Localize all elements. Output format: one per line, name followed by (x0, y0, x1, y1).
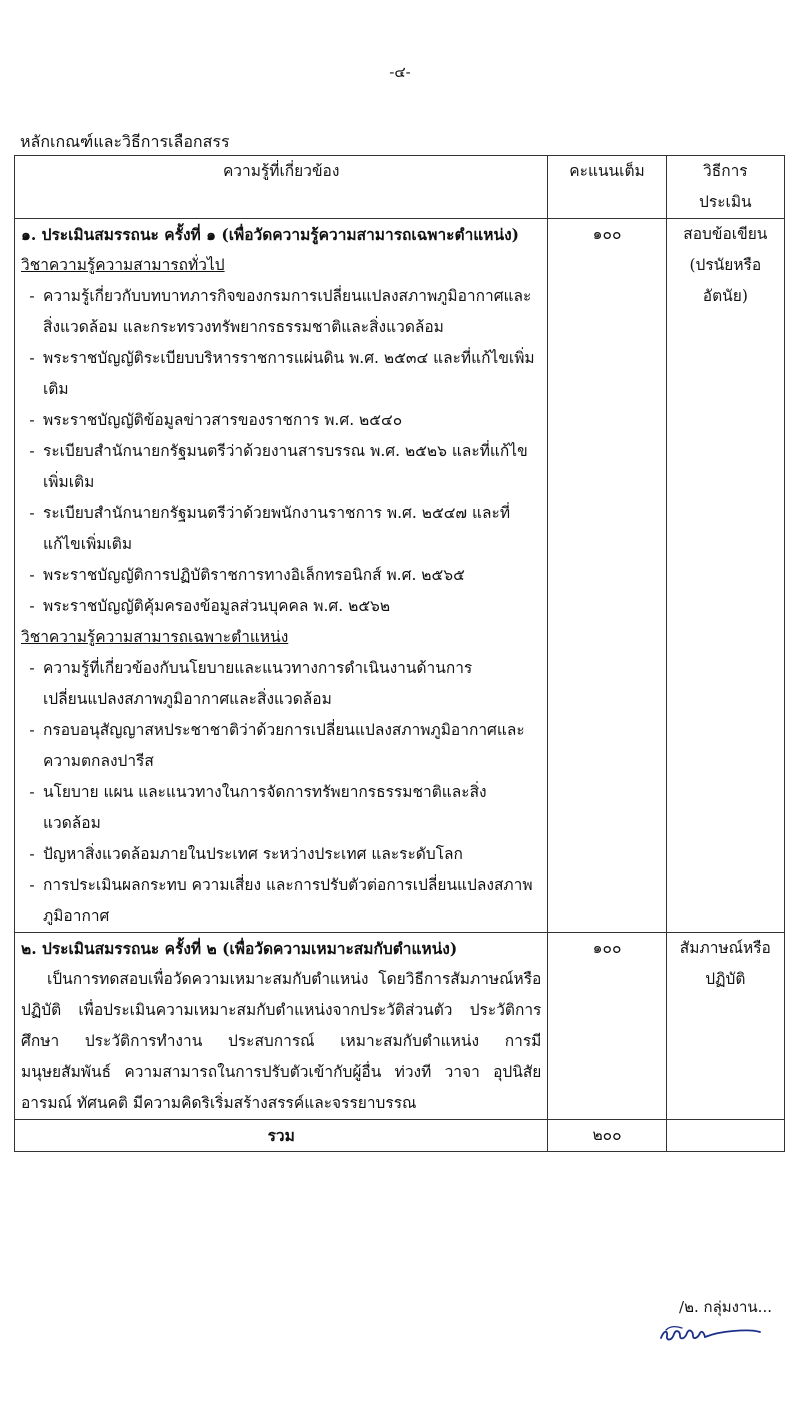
row2-title: ๒. ประเมินสมรรถนะ ครั้งที่ ๒ (เพื่อวัดความเหมาะสมกับตำแหน่ง) (21, 939, 458, 958)
total-score: ๒๐๐ (548, 1120, 666, 1152)
list-item: - พระราชบัญญัติระเบียบบริหารราชการแผ่นดิน พ.ศ. ๒๕๓๔ และที่แก้ไขเพิ่มเติม (21, 343, 541, 405)
row2-description: เป็นการทดสอบเพื่อวัดความเหมาะสมกับตำแหน่ง โดยวิธีการสัมภาษณ์หรือปฏิบัติ เพื่อประเมินความเหมาะสมกับตำแหน่งจากประวัติส่วนตัว ประวัติการศึกษา ประวัติการทำงาน ประสบการณ์ เหมาะสมกับตำแหน่ง การมีมนุษยสัมพันธ์ ความสามารถในการปรับตัวเข้ากับผู้อื่น ท่วงที วาจา อุปนิสัย อารมณ์ ทัศนคติ มีความคิดริเริ่มสร้างสรรค์และจรรยาบรรณ (21, 970, 542, 1112)
row1-title: ๑. ประเมินสมรรถนะ ครั้งที่ ๑ (เพื่อวัดความรู้ความสามารถเฉพาะตำแหน่ง) (21, 225, 519, 244)
list-item: - ปัญหาสิ่งแวดล้อมภายในประเทศ ระหว่างประเทศ และระดับโลก (21, 839, 541, 870)
row2-method (666, 933, 784, 1120)
row1-score: ๑๐๐ (548, 219, 666, 933)
header-method-line2: ประเมิน (699, 193, 752, 211)
table-row (15, 219, 785, 933)
list-item: - ความรู้เกี่ยวกับบทบาทภารกิจของกรมการเปลี่ยนแปลงสภาพภูมิอากาศและสิ่งแวดล้อม และกระทรวงทรัพยากรธรรมชาติและสิ่งแวดล้อม (21, 281, 541, 343)
row1-method-line2: (ปรนัยหรือ (689, 256, 762, 274)
general-item-7: พระราชบัญญัติคุ้มครองข้อมูลส่วนบุคคล พ.ศ. ๒๕๖๒ (43, 597, 391, 615)
list-item: - พระราชบัญญัติการปฏิบัติราชการทางอิเล็กทรอนิกส์ พ.ศ. ๒๕๖๕ (21, 560, 541, 591)
specific-item-1: ความรู้ที่เกี่ยวข้องกับนโยบายและแนวทางการดำเนินงานด้านการเปลี่ยนแปลงสภาพภูมิอากาศและสิ่งแวดล้อม (43, 659, 473, 708)
header-method-line1: วิธีการ (703, 162, 748, 180)
general-item-2: พระราชบัญญัติระเบียบบริหารราชการแผ่นดิน พ.ศ. ๒๕๓๔ และที่แก้ไขเพิ่มเติม (43, 349, 535, 398)
continuation-note: /๒. กลุ่มงาน... (679, 1298, 772, 1316)
general-item-5: ระเบียบสำนักนายกรัฐมนตรีว่าด้วยพนักงานราชการ พ.ศ. ๒๕๔๗ และที่แก้ไขเพิ่มเติม (43, 504, 511, 553)
general-item-1: ความรู้เกี่ยวกับบทบาทภารกิจของกรมการเปลี่ยนแปลงสภาพภูมิอากาศและสิ่งแวดล้อม และกระทรวงทรัพยากรธรรมชาติและสิ่งแวดล้อม (43, 287, 532, 336)
list-item: - การประเมินผลกระทบ ความเสี่ยง และการปรับตัวต่อการเปลี่ยนแปลงสภาพภูมิอากาศ (21, 870, 541, 932)
general-item-6: พระราชบัญญัติการปฏิบัติราชการทางอิเล็กทรอนิกส์ พ.ศ. ๒๕๖๕ (43, 566, 465, 584)
specific-item-5: การประเมินผลกระทบ ความเสี่ยง และการปรับตัวต่อการเปลี่ยนแปลงสภาพภูมิอากาศ (43, 876, 533, 925)
list-item: - ความรู้ที่เกี่ยวข้องกับนโยบายและแนวทางการดำเนินงานด้านการเปลี่ยนแปลงสภาพภูมิอากาศและสิ่งแวดล้อม (21, 653, 541, 715)
list-item: - ระเบียบสำนักนายกรัฐมนตรีว่าด้วยงานสารบรรณ พ.ศ. ๒๕๒๖ และที่แก้ไขเพิ่มเติม (21, 436, 541, 498)
table-row (15, 933, 785, 1120)
row1-method-line1: สอบข้อเขียน (683, 225, 768, 243)
row2-method-line2: ปฏิบัติ (705, 970, 746, 988)
total-label: รวม (15, 1120, 548, 1152)
specific-heading: วิชาความรู้ความสามารถเฉพาะตำแหน่ง (21, 628, 289, 646)
list-item: - ระเบียบสำนักนายกรัฐมนตรีว่าด้วยพนักงานราชการ พ.ศ. ๒๕๔๗ และที่แก้ไขเพิ่มเติม (21, 498, 541, 560)
header-knowledge: ความรู้ที่เกี่ยวข้อง (15, 156, 548, 219)
row1-knowledge-cell (15, 219, 548, 933)
specific-item-4: ปัญหาสิ่งแวดล้อมภายในประเทศ ระหว่างประเทศ และระดับโลก (43, 845, 463, 863)
specific-item-3: นโยบาย แผน และแนวทางในการจัดการทรัพยากรธรรมชาติและสิ่งแวดล้อม (43, 783, 487, 832)
general-item-4: ระเบียบสำนักนายกรัฐมนตรีว่าด้วยงานสารบรรณ พ.ศ. ๒๕๒๖ และที่แก้ไขเพิ่มเติม (43, 442, 528, 491)
general-heading: วิชาความรู้ความสามารถทั่วไป (21, 256, 225, 274)
list-item: - พระราชบัญญัติข้อมูลข่าวสารของราชการ พ.ศ. ๒๕๔๐ (21, 405, 541, 436)
row1-method-line3: อัตนัย) (702, 287, 748, 305)
row2-score: ๑๐๐ (548, 933, 666, 1120)
total-method-empty (666, 1120, 784, 1152)
list-item: - กรอบอนุสัญญาสหประชาชาติว่าด้วยการเปลี่ยนแปลงสภาพภูมิอากาศและความตกลงปารีส (21, 715, 541, 777)
general-item-3: พระราชบัญญัติข้อมูลข่าวสารของราชการ พ.ศ. ๒๕๔๐ (43, 411, 403, 429)
criteria-table (14, 155, 785, 1152)
row2-method-line1: สัมภาษณ์หรือ (679, 939, 771, 957)
header-method (666, 156, 784, 219)
section-title: หลักเกณฑ์และวิธีการเลือกสรร (20, 132, 230, 151)
signature-icon (658, 1322, 763, 1346)
specific-item-2: กรอบอนุสัญญาสหประชาชาติว่าด้วยการเปลี่ยนแปลงสภาพภูมิอากาศและความตกลงปารีส (43, 721, 525, 770)
table-header-row (15, 156, 785, 219)
total-row (15, 1120, 785, 1152)
page-number: -๔- (389, 63, 411, 81)
row1-method (666, 219, 784, 933)
header-score: คะแนนเต็ม (548, 156, 666, 219)
list-item: - นโยบาย แผน และแนวทางในการจัดการทรัพยากรธรรมชาติและสิ่งแวดล้อม (21, 777, 541, 839)
row2-knowledge-cell (15, 933, 548, 1120)
list-item: - พระราชบัญญัติคุ้มครองข้อมูลส่วนบุคคล พ.ศ. ๒๕๖๒ (21, 591, 541, 622)
